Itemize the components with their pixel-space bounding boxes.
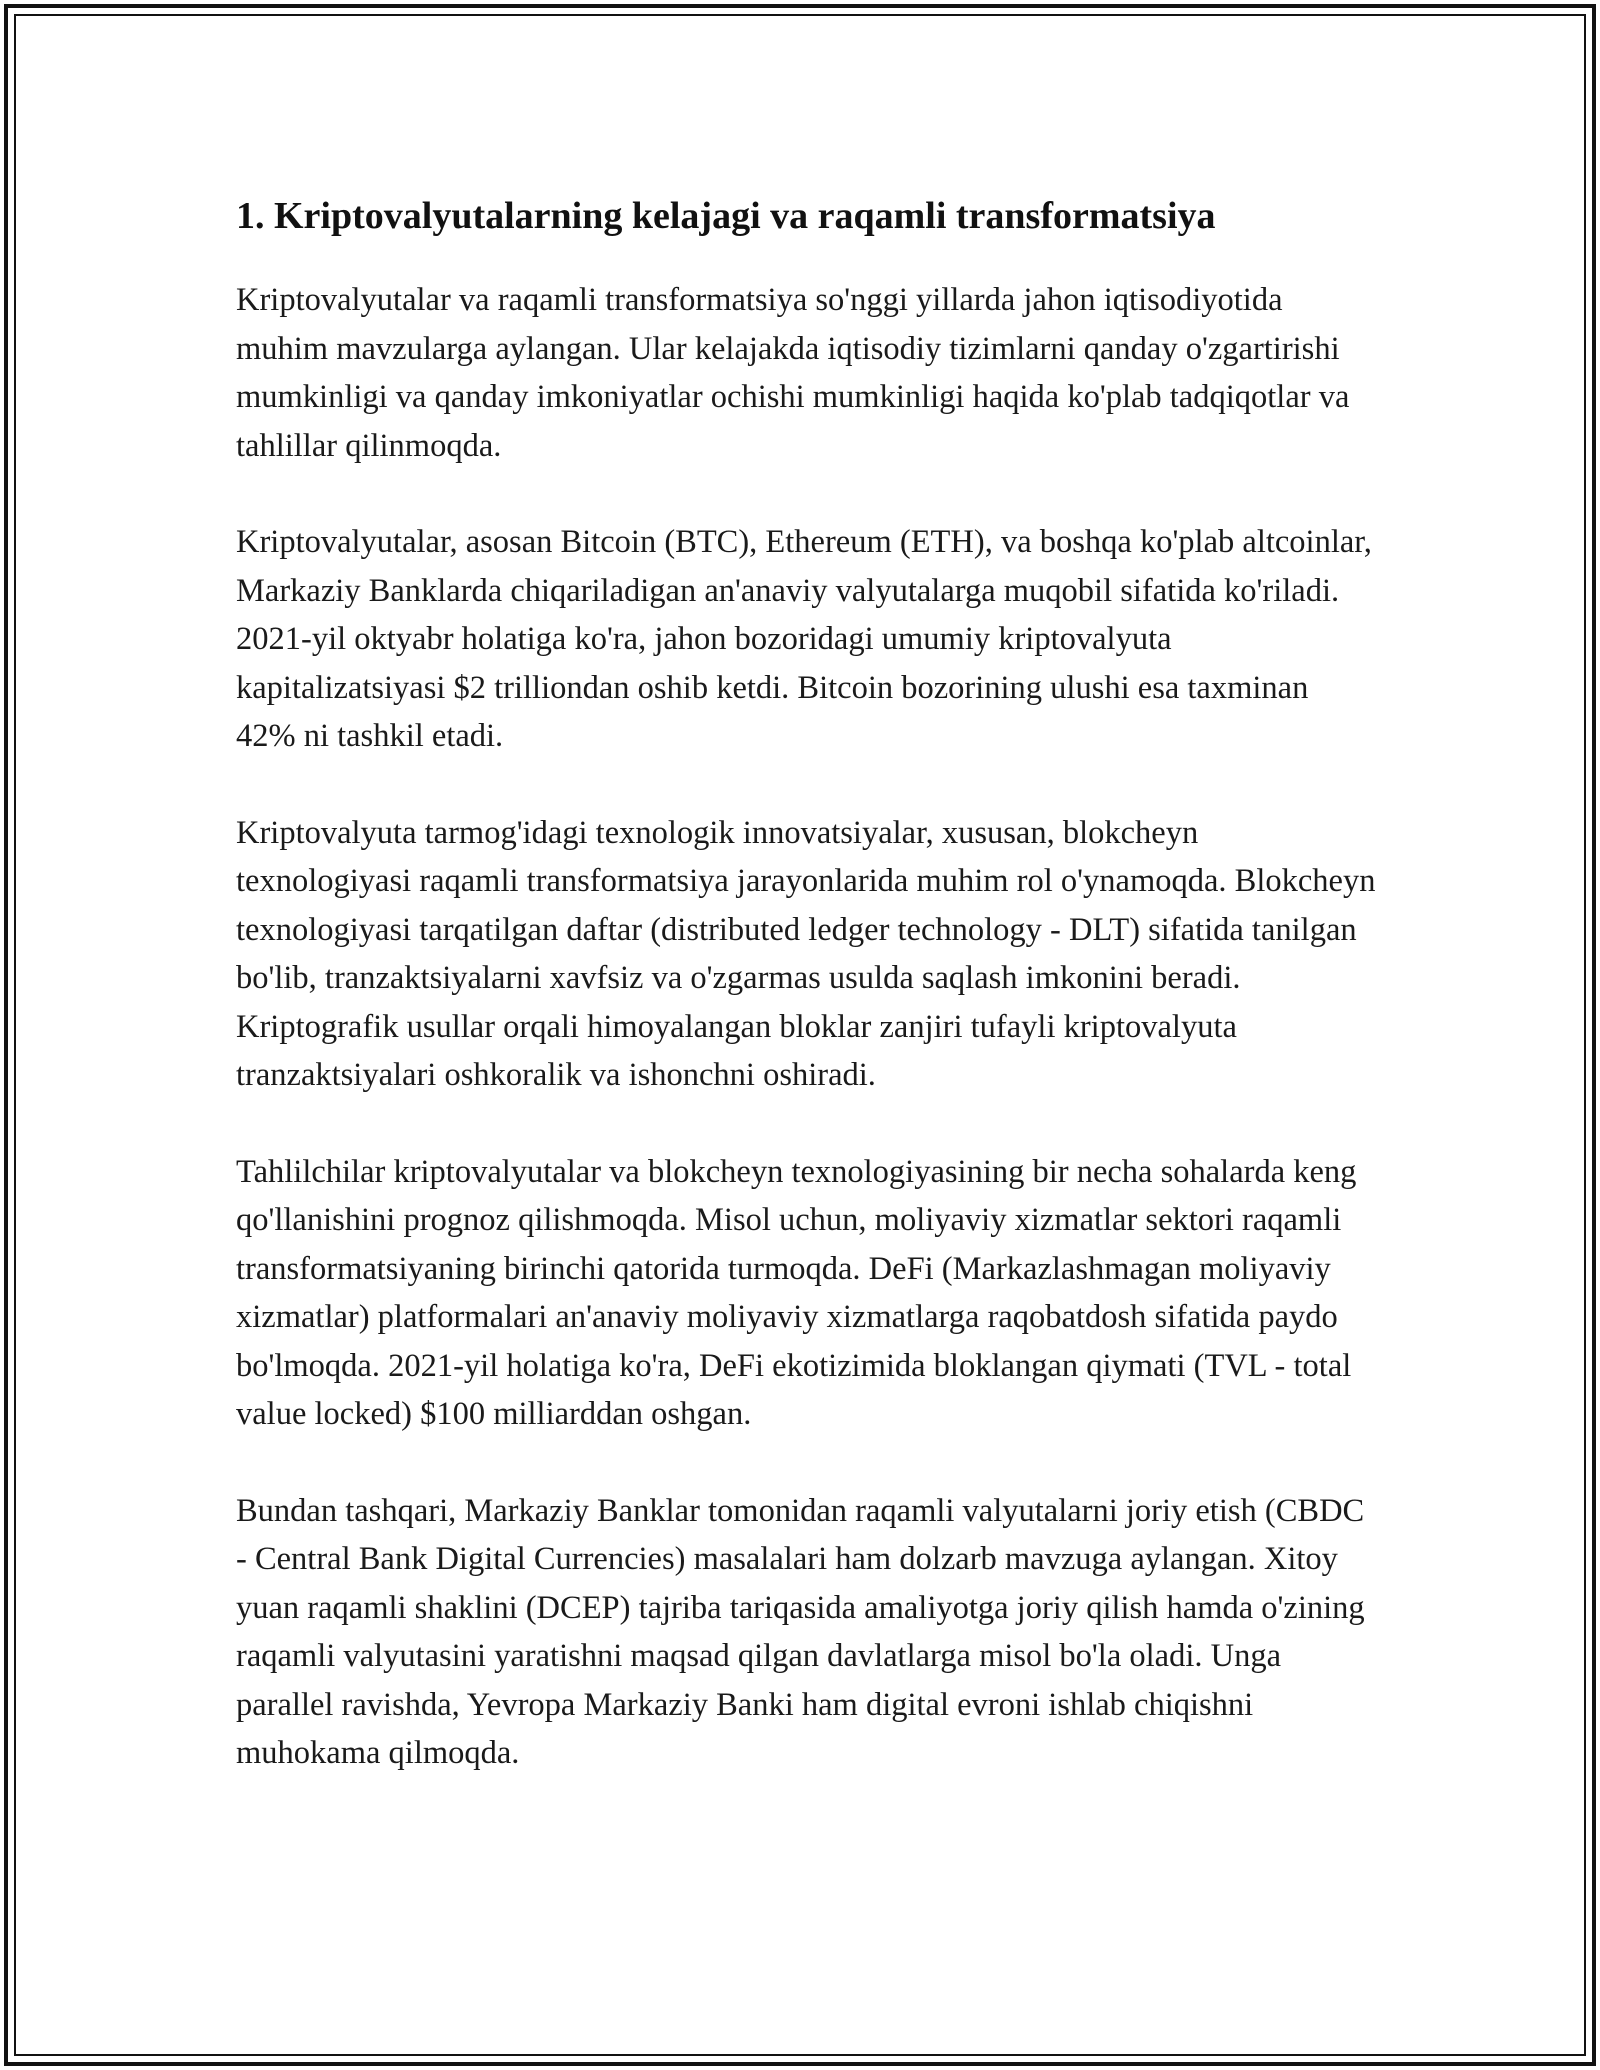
paragraph-cbdc: Bundan tashqari, Markaziy Banklar tomonidan raqamli valyutalarni joriy etish (CBDC - Central Bank Digital Currencies) masalalari ham dolzarb mavzuga aylangan. Xitoy yuan raqamli shaklini (DCEP) tajriba tariqasida amaliyotga joriy qilish hamda o'zining raqamli valyutasini yaratishni maqsad qilgan davlatlarga misol bo'la oladi. Unga parallel ravishda, Yevropa Markaziy Banki ham digital evroni ishlab chiqishni muhokama qilmoqda. xyxy=(236,1492,1365,1771)
paragraph-intro: Kriptovalyutalar va raqamli transformatsiya so'nggi yillarda jahon iqtisodiyotida muhim mavzularga aylangan. Ular kelajakda iqtisodiy tizimlarni qanday o'zgartirishi mumkinligi va qanday imkoniyatlar ochishi mumkinligi haqida ko'plab tadqiqotlar va tahlillar qilinmoqda. xyxy=(236,282,1350,464)
document-body xyxy=(236,188,1376,1826)
paragraph-blockchain-technology: Kriptovalyuta tarmog'idagi texnologik innovatsiyalar, xususan, blokcheyn texnologiyasi raqamli transformatsiya jarayonlarida muhim rol o'ynamoqda. Blokcheyn texnologiyasi tarqatilgan daftar (distributed ledger technology - DLT) sifatida tanilgan bo'lib, tranzaktsiyalarni xavfsiz va o'zgarmas usulda saqlash imkonini beradi. Kriptografik usullar orqali himoyalangan bloklar zanjiri tufayli kriptovalyuta tranzaktsiyalari oshkoralik va ishonchni oshiradi. xyxy=(236,814,1376,1093)
paragraph-defi-applications: Tahlilchilar kriptovalyutalar va blokcheyn texnologiyasining bir necha sohalarda keng qo'llanishini prognoz qilishmoqda. Misol uchun, moliyaviy xizmatlar sektori raqamli transformatsiyaning birinchi qatorida turmoqda. DeFi (Markazlashmagan moliyaviy xizmatlar) platformalari an'anaviy moliyaviy xizmatlarga raqobatdosh sifatida paydo bo'lmoqda. 2021-yil holatiga ko'ra, DeFi ekotizimida bloklangan qiymati (TVL - total value locked) $100 milliarddan oshgan. xyxy=(236,1153,1357,1432)
section-heading: 1. Kriptovalyutalarning kelajagi va raqamli transformatsiya xyxy=(236,195,1216,237)
paragraph-market-capitalization: Kriptovalyutalar, asosan Bitcoin (BTC), Ethereum (ETH), va boshqa ko'plab altcoinlar, Markaziy Banklarda chiqariladigan an'anaviy valyutalarga muqobil sifatida ko'riladi. 2021-yil oktyabr holatiga ko'ra, jahon bozoridagi umumiy kriptovalyuta kapitalizatsiyasi $2 trilliondan oshib ketdi. Bitcoin bozorining ulushi esa taxminan 42% ni tashkil etadi. xyxy=(236,524,1372,754)
